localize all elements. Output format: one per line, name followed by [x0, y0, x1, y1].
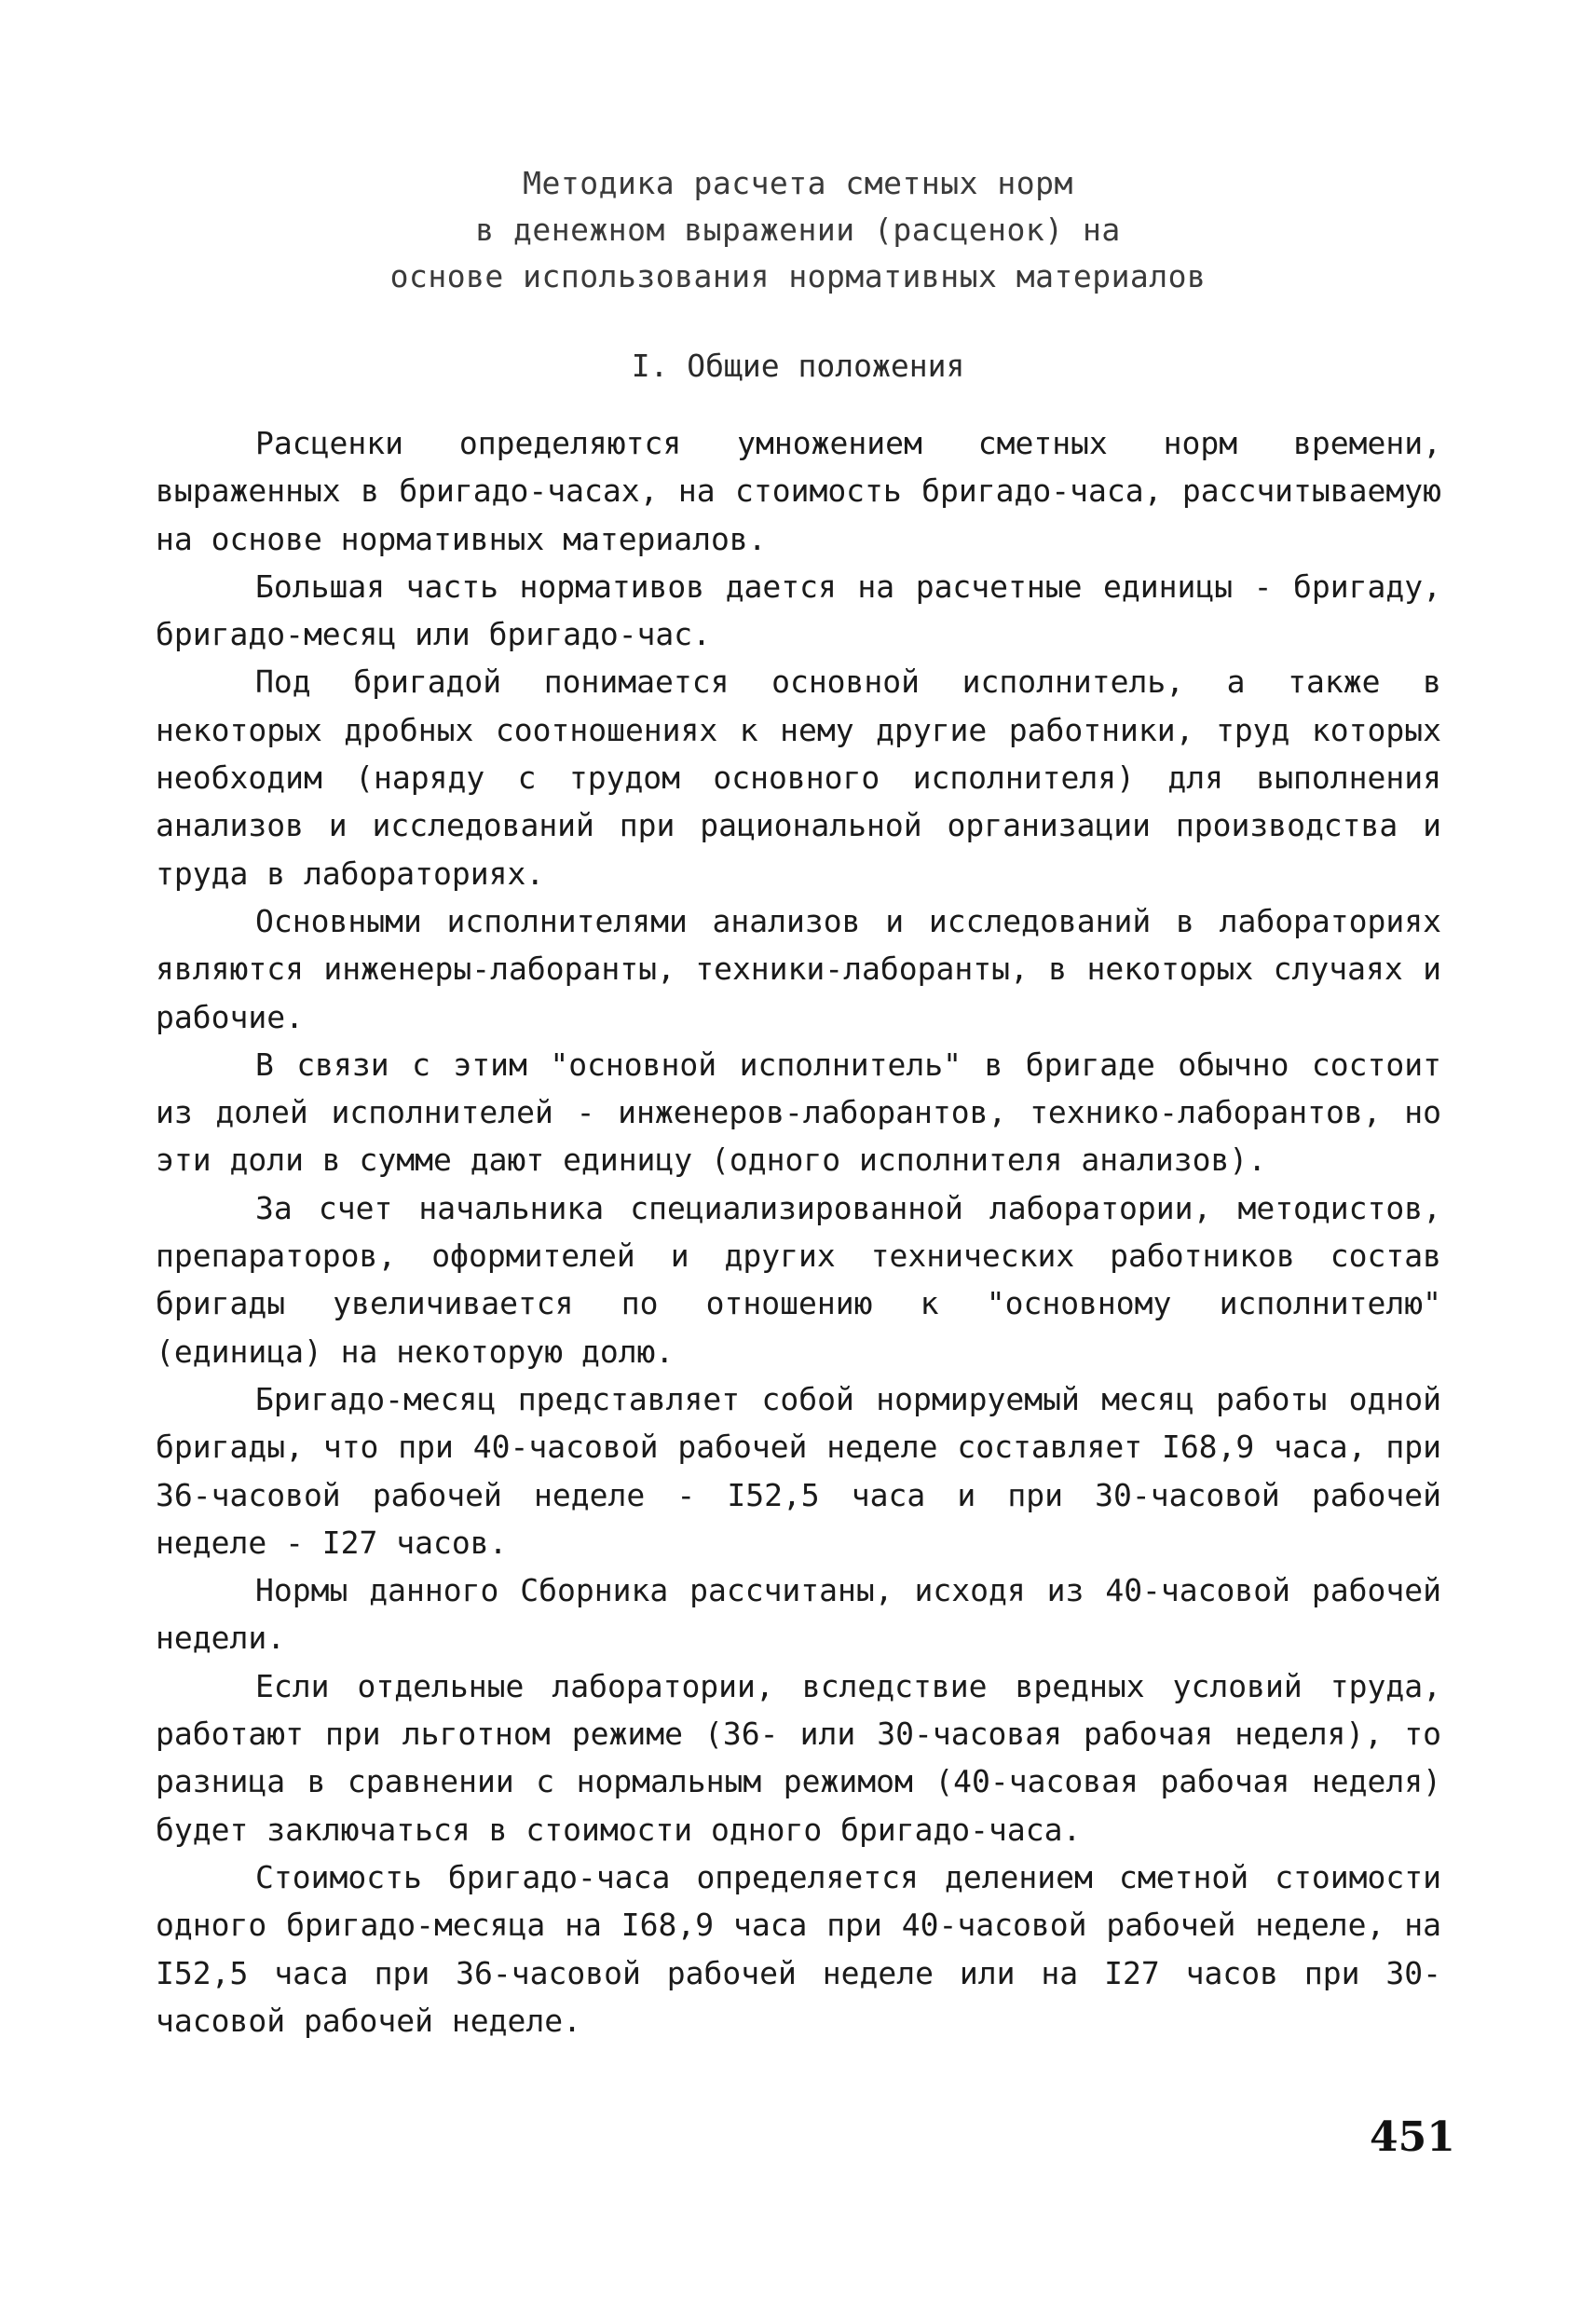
body-text — [156, 419, 1441, 2044]
paragraph: Бригадо-месяц представляет собой нормируемый месяц работы одной бригады, что при 40-часовой рабочей неделе составляет I68,9 часа, при 36-часовой рабочей неделе - I52,5 часа и при 30-часовой рабочей неделе - I27 часов. — [156, 1380, 1441, 1561]
section-heading: I. Общие положения — [631, 348, 965, 384]
paragraph: Основными исполнителями анализов и исследований в лабораториях являются инженеры-лаборанты, техники-лаборанты, в некоторых случаях и рабочие. — [156, 902, 1441, 1035]
title-line: в денежном выражении (расценок) на — [475, 212, 1121, 248]
title-line: Методика расчета сметных норм — [523, 165, 1073, 201]
page-number: 451 — [1370, 2113, 1455, 2161]
paragraph: Нормы данного Сборника рассчитаны, исходя из 40-часовой рабочей недели. — [156, 1572, 1441, 1657]
paragraph: Большая часть нормативов дается на расчетные единицы - бригаду, бригадо-месяц или бригадо-час. — [156, 567, 1441, 653]
paragraph: Под бригадой понимается основной исполнитель, а также в некоторых дробных соотношениях к нему другие работники, труд которых необходим (наряду с трудом основного исполнителя) для выполнения анализов и исследований при рациональной организации производства и труда в лабораториях. — [156, 663, 1441, 892]
paragraph: Если отдельные лаборатории, вследствие вредных условий труда, работают при льготном режиме (36- или 30-часовая рабочая неделя), то разница в сравнении с нормальным режимом (40-часовая рабочая неделя) будет заключаться в стоимости одного бригадо-часа. — [156, 1667, 1441, 1848]
paragraph: За счет начальника специализированной лаборатории, методистов, препараторов, оформителей и других технических работников состав бригады увеличивается по отношению к "основному исполнителю" (единица) на некоторую долю. — [156, 1189, 1441, 1370]
paragraph: Стоимость бригадо-часа определяется делением сметной стоимости одного бригадо-месяца на I68,9 часа при 40-часовой рабочей неделе, на I52,5 часа при 36-часовой рабочей неделе или на I27 часов при 30-часовой рабочей неделе. — [156, 1858, 1441, 2039]
paragraph: Расценки определяются умножением сметных норм времени, выраженных в бригадо-часах, на стоимость бригадо-часа, рассчитываемую на основе нормативных материалов. — [156, 425, 1441, 557]
title-line: основе использования нормативных материалов — [389, 258, 1207, 294]
document-title — [0, 160, 1596, 300]
paragraph: В связи с этим "основной исполнитель" в бригаде обычно состоит из долей исполнителей - инженеров-лаборантов, технико-лаборантов, но эти доли в сумме дают единицу (одного исполнителя анализов). — [156, 1046, 1441, 1179]
